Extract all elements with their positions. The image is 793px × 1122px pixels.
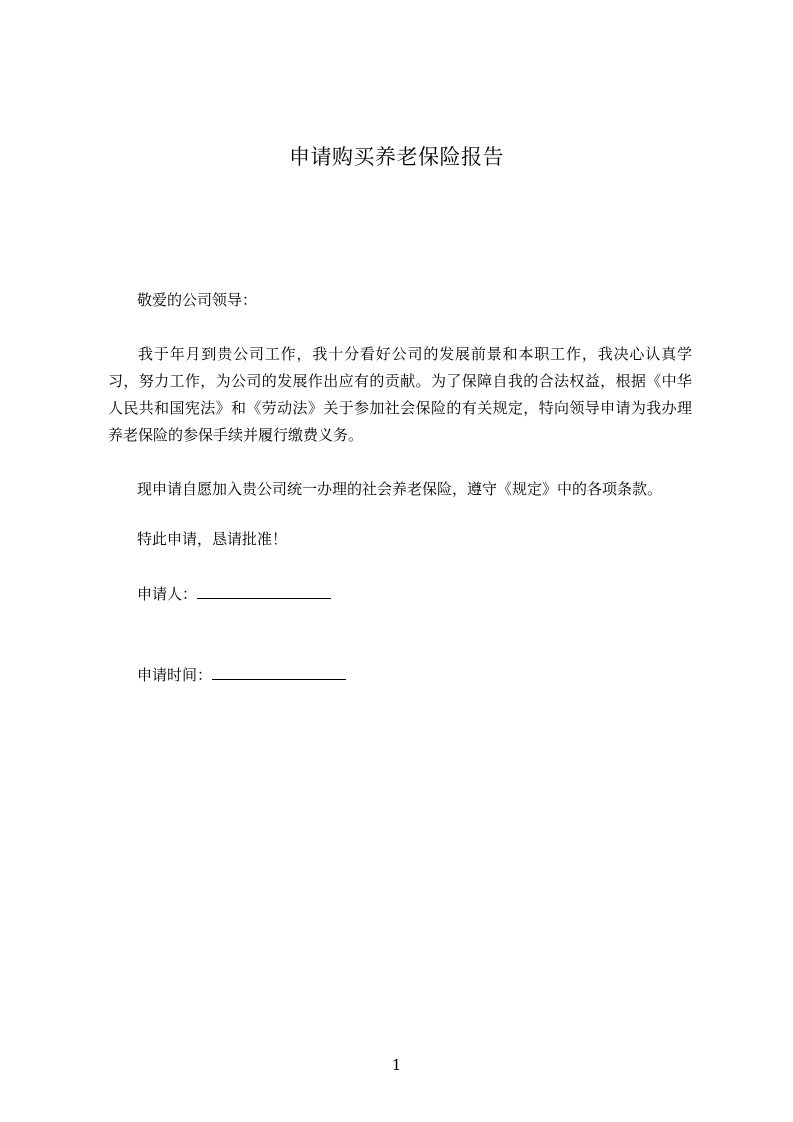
apply-time-label: 申请时间： — [137, 666, 213, 684]
paragraph-request-approval: 特此申请，恳请批准！ — [137, 530, 288, 548]
applicant-line — [137, 580, 331, 608]
paragraph-join-insurance: 现申请自愿加入贵公司统一办理的社会养老保险，遵守《规定》中的各项条款。 — [137, 480, 663, 498]
apply-time-line — [137, 661, 346, 689]
applicant-blank[interactable] — [197, 580, 331, 599]
document-title: 申请购买养老保险报告 — [289, 145, 504, 169]
paragraph-main: 我于年月到贵公司工作，我十分看好公司的发展前景和本职工作，我决心认真学习，努力工作，为公司的发展作出应有的贡献。为了保障自我的合法权益，根据《中华人民共和国宪法》和《劳动法》关于参加社会保险的有关规定，特向领导申请为我办理养老保险的参保手续并履行缴费义务。 — [108, 345, 692, 444]
apply-time-blank[interactable] — [212, 661, 346, 680]
salutation: 敬爱的公司领导： — [137, 291, 258, 309]
page-number: 1 — [391, 1056, 402, 1074]
applicant-label: 申请人： — [137, 585, 198, 603]
